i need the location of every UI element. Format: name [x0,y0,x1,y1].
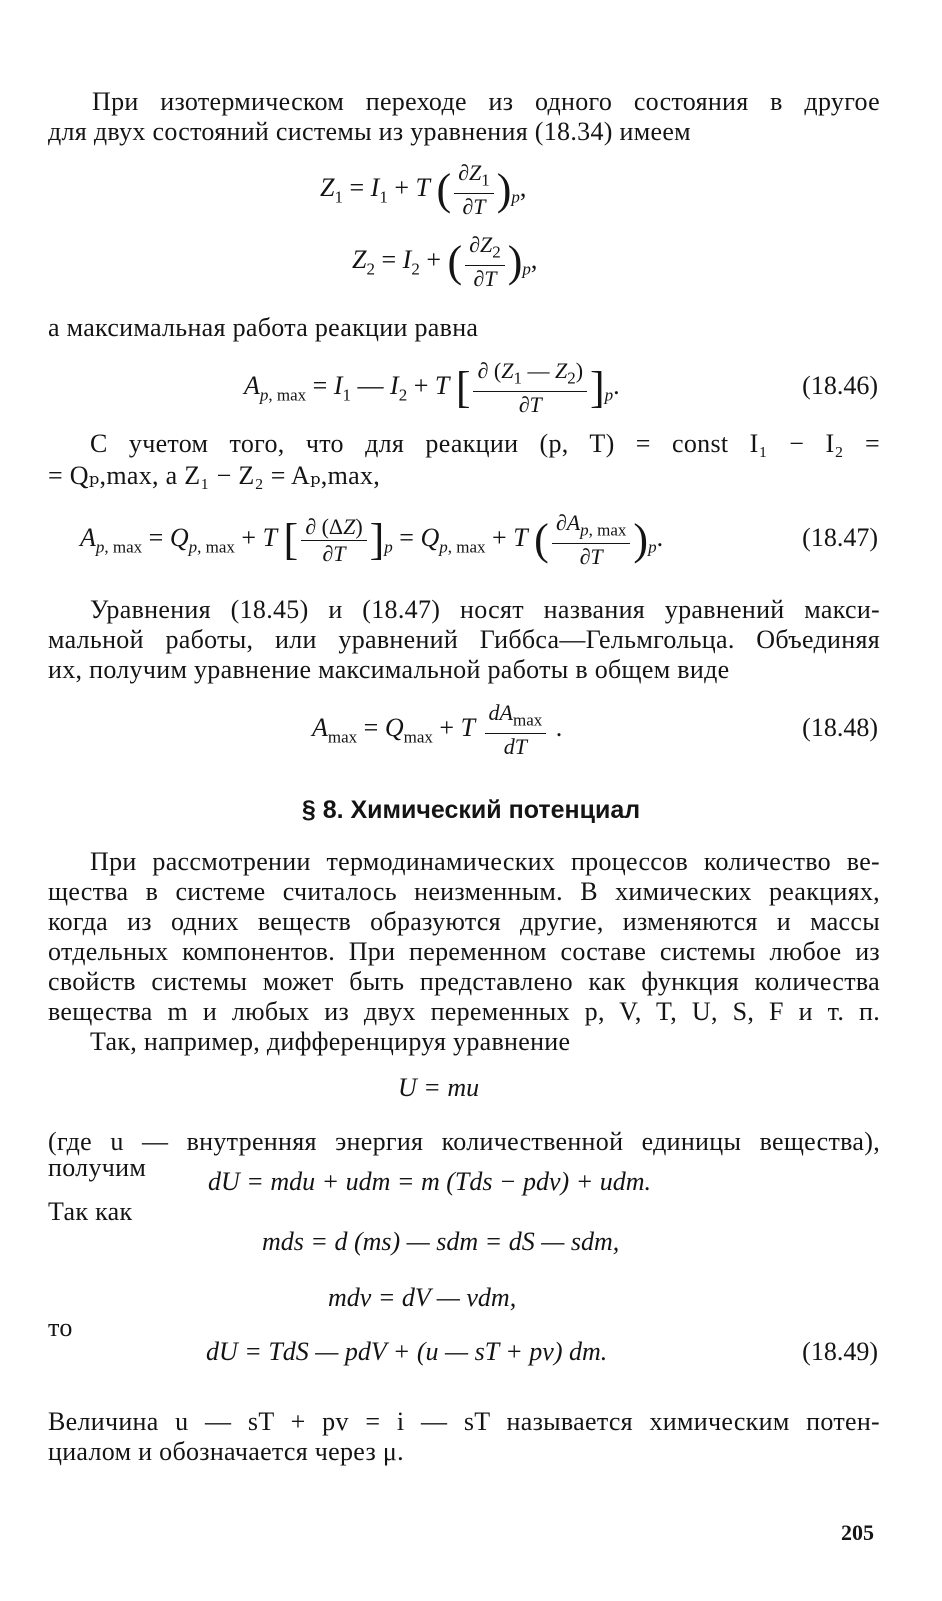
page-number: 205 [841,1520,874,1545]
text-line: когда из одних веществ образуются другие, изменяются и массы [48,907,880,936]
section-heading: § 8. Химический потенциал [301,796,641,824]
text-line: При изотермическом переходе из одного состояния в другое [92,87,880,116]
equation-u-mu: U = mu [398,1073,480,1102]
equation-z2: $Z_2 = I_2$ + ( $\frac{\partial Z_2}{\partial T}$ )$_p$, [352,232,538,292]
text-line: свойств системы может быть представлено как функция количества [48,967,880,996]
text-line: Величина u — sT + pv = i — sT называется химическим потен- [48,1407,880,1436]
text-line: для двух состояний системы из уравнения (18.34) имеем [48,117,691,146]
equation-mds: mds = d (ms) — sdm = dS — sdm, [262,1227,620,1256]
equation-18-47: $A_{p, max} = Q_{p, max} + T$ [ $\frac{\partial (\Delta Z)}{\partial T}$ ]$_p = Q_{p, max} + T$ ( $\frac{\partial A_{p, max}}{\partial T}$ )$_p$. [80,510,664,570]
equation-mdv: mdv = dV — vdm, [328,1283,517,1312]
equation-z1: $Z_1 = I_1 + T$ ( $\frac{\partial Z_1}{\partial T}$ )$_p$, [320,160,527,220]
text-line: отдельных компонентов. При переменном составе системы любое из [48,937,880,966]
text-line: циалом и обозначается через μ. [48,1437,404,1466]
text-line: (где u — внутренняя энергия количественной единицы вещества), [48,1127,880,1156]
text-line: При рассмотрении термодинамических процессов количество ве- [90,847,880,876]
text-line: то [48,1313,73,1342]
text-line: мальной работы, или уравнений Гиббса—Гельмгольца. Объединяя [48,625,880,654]
equation-number: (18.46) [802,371,878,400]
equation-18-48: $A_{max} = Q_{max} + T$ $\frac{dA_{max}}{dT}$ . [312,700,563,760]
text-line: Так как [48,1197,133,1226]
text-line: щества в системе считалось неизменным. В химических реакциях, [48,877,880,906]
text-line: получим [48,1153,147,1182]
equation-18-46: $A_{p, max} = I_1$ — $I_2 + T$ [ $\frac{\partial (Z_1 — Z_2)}{\partial T}$ ]$_p$. [244,358,620,418]
text-line: С учетом того, что для реакции (p, T) = const I₁ − I₂ = [90,429,880,458]
text-line: Уравнения (18.45) и (18.47) носят названия уравнений макси- [90,595,880,624]
equation-du: dU = mdu + udm = m (Tds − pdv) + udm. [208,1167,652,1196]
equation-number: (18.48) [802,713,878,742]
text-line: Так, например, дифференцируя уравнение [90,1027,571,1056]
equation-number: (18.49) [802,1337,878,1366]
text-line: их, получим уравнение максимальной работы в общем виде [48,655,730,684]
text-line: = Qₚ,max, а Z₁ − Z₂ = Aₚ,max, [48,461,381,490]
equation-18-49: dU = TdS — pdV + (u — sT + pv) dm. [206,1337,608,1366]
text-line: а максимальная работа реакции равна [48,313,479,342]
text-line: вещества m и любых из двух переменных p, V, T, U, S, F и т. п. [48,997,880,1026]
equation-number: (18.47) [802,523,878,552]
